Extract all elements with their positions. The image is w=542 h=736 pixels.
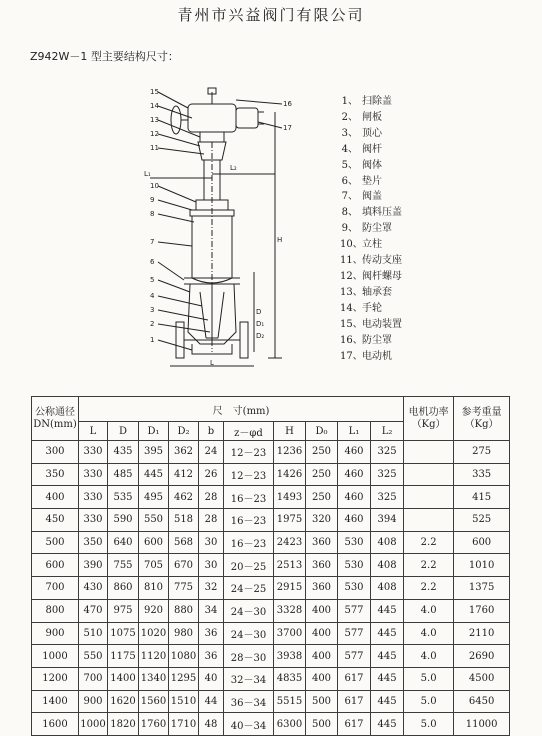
table-cell: 24－30 [224, 599, 274, 622]
drawing-label: 3 [150, 306, 155, 314]
table-cell: 24 [199, 441, 224, 464]
valve-drawing [130, 82, 300, 372]
table-cell: 460 [338, 509, 371, 532]
table-cell: 6300 [274, 713, 306, 736]
dim-label: L₂ [230, 164, 237, 172]
table-cell: 1075 [108, 622, 139, 645]
header-cell: D₁ [139, 422, 169, 441]
table-cell: 1560 [139, 690, 169, 713]
table-cell: 28－30 [224, 645, 274, 668]
table-cell: 485 [108, 463, 139, 486]
table-cell [404, 486, 454, 509]
table-cell: 2.2 [404, 577, 454, 600]
table-cell: 34 [199, 599, 224, 622]
table-cell: 460 [338, 463, 371, 486]
drawing-label: 7 [150, 238, 155, 246]
drawing-label: 4 [150, 292, 155, 300]
table-cell: 2423 [274, 531, 306, 554]
table-cell: 24－25 [224, 577, 274, 600]
table-cell: 28 [199, 509, 224, 532]
table-cell: 1340 [139, 667, 169, 690]
drawing-label: 1 [150, 336, 155, 344]
table-cell: 1200 [32, 667, 79, 690]
table-cell: 44 [199, 690, 224, 713]
table-cell: 5515 [274, 690, 306, 713]
header-cell: L₁ [338, 422, 371, 441]
table-cell: 30 [199, 531, 224, 554]
table-cell: 445 [371, 622, 404, 645]
table-cell: 2513 [274, 554, 306, 577]
table-cell: 640 [108, 531, 139, 554]
weight-cell: 11000 [454, 713, 510, 736]
table-cell: 445 [371, 690, 404, 713]
dim-label: L [210, 359, 214, 367]
table-cell: 1600 [32, 713, 79, 736]
part-item: 9、 防尘罩 [341, 223, 392, 235]
table-cell [404, 441, 454, 464]
weight-cell: 415 [454, 486, 510, 509]
drawing-label: 17 [283, 124, 292, 132]
drawing-label: 15 [150, 88, 159, 96]
table-cell: 810 [139, 577, 169, 600]
table-row [32, 463, 510, 486]
table-cell: 568 [169, 531, 199, 554]
part-item: 14、手轮 [340, 302, 382, 314]
table-cell: 1020 [139, 622, 169, 645]
drawing-label: 14 [150, 102, 159, 110]
table-cell: 445 [371, 645, 404, 668]
table-cell: 577 [338, 645, 371, 668]
table-cell: 325 [371, 463, 404, 486]
drawing-label: 5 [150, 276, 155, 284]
table-cell: 360 [306, 577, 338, 600]
table-cell: 700 [79, 667, 108, 690]
motor [236, 108, 258, 128]
table-cell: 20－25 [224, 554, 274, 577]
table-row [32, 622, 510, 645]
header-cell: L [79, 422, 108, 441]
table-cell: 1710 [169, 713, 199, 736]
table-cell: 320 [306, 509, 338, 532]
table-cell: 500 [306, 690, 338, 713]
table-cell: 250 [306, 486, 338, 509]
table-cell: 30 [199, 554, 224, 577]
dim-label: D₂ [256, 332, 265, 340]
header-cell: b [199, 422, 224, 441]
drawing-label: 2 [150, 320, 155, 328]
table-cell: 975 [108, 599, 139, 622]
table-cell: 12－23 [224, 441, 274, 464]
table-cell: 26 [199, 463, 224, 486]
table-cell: 705 [139, 554, 169, 577]
part-item: 16、防尘罩 [340, 334, 392, 346]
table-cell: 920 [139, 599, 169, 622]
table-cell: 670 [169, 554, 199, 577]
part-item: 4、 阀杆 [341, 143, 382, 155]
weight-cell: 335 [454, 463, 510, 486]
table-row [32, 554, 510, 577]
table-cell: 600 [32, 554, 79, 577]
table-cell: 445 [371, 667, 404, 690]
part-item: 2、 闸板 [341, 111, 382, 123]
table-row [32, 441, 510, 464]
table-cell: 860 [108, 577, 139, 600]
table-cell: 394 [371, 509, 404, 532]
table-cell: 3328 [274, 599, 306, 622]
table-cell: 325 [371, 441, 404, 464]
spec-table [31, 396, 510, 736]
table-cell: 400 [306, 667, 338, 690]
table-cell: 1820 [108, 713, 139, 736]
table-cell: 330 [79, 509, 108, 532]
spec-table-body [32, 441, 510, 736]
table-cell: 400 [306, 622, 338, 645]
part-item: 6、 垫片 [341, 175, 382, 187]
table-cell: 40－34 [224, 713, 274, 736]
weight-cell: 275 [454, 441, 510, 464]
table-cell: 400 [32, 486, 79, 509]
table-cell: 535 [108, 486, 139, 509]
table-cell: 900 [79, 690, 108, 713]
table-cell: 450 [32, 509, 79, 532]
table-cell: 350 [32, 463, 79, 486]
part-item: 7、 阀盖 [341, 191, 382, 203]
weight-cell: 2110 [454, 622, 510, 645]
table-cell: 325 [371, 486, 404, 509]
table-cell: 408 [371, 577, 404, 600]
table-cell: 36 [199, 622, 224, 645]
part-item: 5、 阀体 [341, 159, 382, 171]
header-dn: 公称通径 DN(mm) [32, 397, 79, 441]
header-motor-power: 电机功率 （Kg） [404, 397, 454, 441]
table-row [32, 667, 510, 690]
header-cell: H [274, 422, 306, 441]
table-cell: 1426 [274, 463, 306, 486]
table-cell [404, 509, 454, 532]
table-cell: 980 [169, 622, 199, 645]
table-cell: 430 [79, 577, 108, 600]
table-cell: 500 [32, 531, 79, 554]
table-cell: 530 [338, 577, 371, 600]
table-cell: 577 [338, 599, 371, 622]
table-cell: 1510 [169, 690, 199, 713]
table-cell: 5.0 [404, 690, 454, 713]
table-cell: 12－23 [224, 463, 274, 486]
table-cell: 445 [371, 713, 404, 736]
table-cell: 32 [199, 577, 224, 600]
weight-cell: 4500 [454, 667, 510, 690]
table-cell: 412 [169, 463, 199, 486]
table-cell: 5.0 [404, 667, 454, 690]
drawing-label: 8 [150, 210, 155, 218]
table-cell: 470 [79, 599, 108, 622]
handwheel [171, 106, 181, 134]
table-cell: 3938 [274, 645, 306, 668]
weight-cell: 1010 [454, 554, 510, 577]
header-cell: D₀ [306, 422, 338, 441]
weight-cell: 1375 [454, 577, 510, 600]
table-cell: 4835 [274, 667, 306, 690]
table-cell: 400 [306, 645, 338, 668]
table-cell: 495 [139, 486, 169, 509]
table-cell: 460 [338, 486, 371, 509]
table-cell: 775 [169, 577, 199, 600]
model-title: Z942W－1 型主要结构尺寸： [30, 50, 179, 63]
table-cell: 330 [79, 463, 108, 486]
table-cell: 755 [108, 554, 139, 577]
table-row [32, 713, 510, 736]
table-cell: 500 [306, 713, 338, 736]
table-row [32, 690, 510, 713]
table-cell: 900 [32, 622, 79, 645]
header-cell: z－φd [224, 422, 274, 441]
table-cell: 1400 [108, 667, 139, 690]
drawing-label: 12 [150, 130, 159, 138]
header-weight: 参考重量 （Kg） [454, 397, 510, 441]
part-item: 15、电动装置 [340, 318, 402, 330]
table-cell: 600 [139, 531, 169, 554]
table-cell: 590 [108, 509, 139, 532]
actuator-housing [188, 104, 236, 132]
table-cell: 530 [338, 531, 371, 554]
drawing-label: 9 [150, 196, 155, 204]
table-row [32, 486, 510, 509]
table-cell: 362 [169, 441, 199, 464]
table-cell: 36 [199, 645, 224, 668]
table-cell: 330 [79, 486, 108, 509]
table-cell: 1000 [32, 645, 79, 668]
table-cell: 460 [338, 441, 371, 464]
table-cell: 550 [79, 645, 108, 668]
table-cell: 1760 [139, 713, 169, 736]
drawing-label: 6 [150, 258, 155, 266]
table-cell: 1236 [274, 441, 306, 464]
part-item: 17、电动机 [340, 350, 392, 362]
table-cell: 32－34 [224, 667, 274, 690]
table-cell: 1175 [108, 645, 139, 668]
dim-label: D [256, 308, 262, 316]
table-cell: 250 [306, 463, 338, 486]
table-cell: 2915 [274, 577, 306, 600]
dim-label: H [277, 236, 283, 244]
part-item: 1、 扫除盖 [341, 96, 392, 107]
header-cell: D₂ [169, 422, 199, 441]
table-cell: 408 [371, 531, 404, 554]
part-item: 10、立柱 [340, 239, 382, 251]
weight-cell: 600 [454, 531, 510, 554]
table-cell: 617 [338, 690, 371, 713]
table-cell: 360 [306, 531, 338, 554]
table-row [32, 531, 510, 554]
drawing-label: 13 [150, 116, 159, 124]
table-cell: 800 [32, 599, 79, 622]
table-cell: 330 [79, 441, 108, 464]
table-cell: 16－23 [224, 486, 274, 509]
table-cell: 350 [79, 531, 108, 554]
table-cell: 1080 [169, 645, 199, 668]
table-cell: 550 [139, 509, 169, 532]
header-cell: D [108, 422, 139, 441]
company-name: 青州市兴益阀门有限公司 [177, 6, 365, 24]
table-cell: 2.2 [404, 554, 454, 577]
header-cell: L₂ [371, 422, 404, 441]
dim-label: D₁ [256, 320, 265, 328]
weight-cell: 1760 [454, 599, 510, 622]
weight-cell: 6450 [454, 690, 510, 713]
table-cell: 435 [108, 441, 139, 464]
weight-cell: 525 [454, 509, 510, 532]
table-cell: 1620 [108, 690, 139, 713]
table-cell: 700 [32, 577, 79, 600]
drawing-label: 11 [150, 144, 159, 152]
table-row [32, 577, 510, 600]
table-cell: 48 [199, 713, 224, 736]
table-cell: 2.2 [404, 531, 454, 554]
drawing-label: 10 [150, 182, 159, 190]
table-cell: 250 [306, 441, 338, 464]
table-cell: 1120 [139, 645, 169, 668]
table-cell: 24－30 [224, 622, 274, 645]
table-cell: 36－34 [224, 690, 274, 713]
table-cell: 445 [139, 463, 169, 486]
part-item: 11、传动支座 [340, 255, 402, 267]
table-cell: 400 [306, 599, 338, 622]
part-item: 13、轴承套 [340, 286, 392, 298]
table-cell: 390 [79, 554, 108, 577]
table-cell: 408 [371, 554, 404, 577]
table-cell: 28 [199, 486, 224, 509]
parts-list [340, 94, 402, 364]
part-item: 12、阀杆螺母 [340, 270, 402, 282]
table-cell: 1493 [274, 486, 306, 509]
table-cell: 4.0 [404, 645, 454, 668]
part-item: 8、 填料压盖 [341, 207, 402, 219]
header-dimensions: 尺 寸(mm) [79, 397, 404, 422]
table-cell [404, 463, 454, 486]
part-item: 3、 顶心 [341, 127, 382, 139]
table-cell: 4.0 [404, 622, 454, 645]
table-cell: 880 [169, 599, 199, 622]
table-cell: 1295 [169, 667, 199, 690]
table-cell: 462 [169, 486, 199, 509]
table-cell: 1400 [32, 690, 79, 713]
table-cell: 577 [338, 622, 371, 645]
dim-label: L₁ [144, 170, 151, 178]
weight-cell: 2690 [454, 645, 510, 668]
table-row [32, 509, 510, 532]
table-cell: 300 [32, 441, 79, 464]
table-cell: 617 [338, 713, 371, 736]
table-row [32, 599, 510, 622]
table-cell: 16－23 [224, 509, 274, 532]
table-cell: 360 [306, 554, 338, 577]
table-cell: 445 [371, 599, 404, 622]
table-cell: 395 [139, 441, 169, 464]
table-cell: 1975 [274, 509, 306, 532]
table-cell: 530 [338, 554, 371, 577]
table-cell: 518 [169, 509, 199, 532]
drawing-label: 16 [283, 100, 292, 108]
table-cell: 4.0 [404, 599, 454, 622]
table-cell: 1000 [79, 713, 108, 736]
table-cell: 617 [338, 667, 371, 690]
table-cell: 5.0 [404, 713, 454, 736]
table-cell: 40 [199, 667, 224, 690]
table-row [32, 645, 510, 668]
table-cell: 510 [79, 622, 108, 645]
table-cell: 3700 [274, 622, 306, 645]
table-cell: 16－23 [224, 531, 274, 554]
